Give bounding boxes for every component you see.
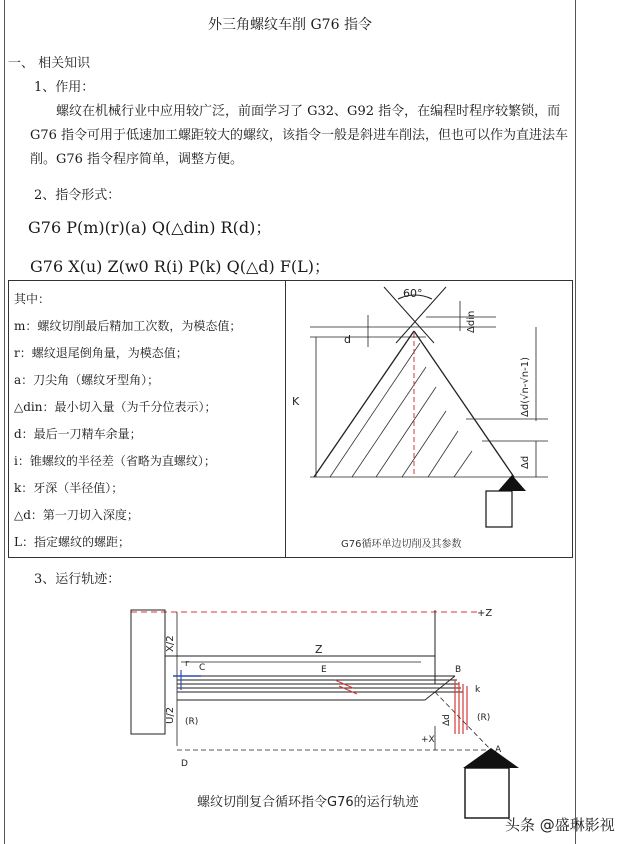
- u2-label: U/2: [165, 706, 176, 724]
- section-heading: 一、 相关知识: [8, 56, 91, 71]
- subheading-purpose: 1、作用：: [34, 80, 95, 95]
- delta-d-label: Δd: [520, 455, 531, 469]
- r-label: r: [185, 659, 189, 669]
- d-label: d: [344, 333, 351, 346]
- def-a: a：刀尖角（螺纹牙型角）；: [14, 373, 160, 387]
- def-intro: 其中：: [14, 292, 51, 306]
- r-marker-left: (R): [185, 717, 199, 727]
- def-delta-d: △d：第一刀切入深度；: [14, 508, 139, 522]
- command-format-line-1: G76 P(m)(r)(a) Q(△din) R(d)；: [28, 218, 272, 237]
- subheading-trajectory: 3、运行轨迹：: [34, 572, 121, 587]
- command-format-line-2: G76 X(u) Z(w0 R(i) P(k) Q(△d) F(L)；: [30, 257, 331, 276]
- def-l: L：指定螺纹的螺距；: [14, 535, 130, 549]
- left-border: [4, 0, 5, 844]
- def-m: m：螺纹切削最后精加工次数，为模态值；: [14, 319, 242, 333]
- def-delta-din: △din：最小切入量（为千分位表示）；: [14, 400, 217, 414]
- c-label: C: [199, 663, 206, 673]
- a-label: A: [495, 745, 502, 755]
- def-i: i：锥螺纹的半径差（省略为直螺纹）；: [14, 454, 216, 468]
- k-label: K: [292, 395, 300, 408]
- watermark: 头条 @盛琳影视: [505, 816, 615, 834]
- d-point-label: D: [181, 759, 188, 769]
- x2-label: X/2: [165, 635, 176, 652]
- formula-label: Δd(√n-√n-1): [520, 357, 531, 417]
- r-marker-right: (R): [477, 713, 491, 723]
- def-r: r：螺纹退尾倒角量，为模态值；: [14, 346, 188, 360]
- subheading-format: 2、指令形式：: [34, 188, 121, 203]
- plus-x-label: +X: [421, 735, 435, 745]
- thread-profile-diagram: [286, 281, 571, 556]
- b-label: B: [455, 665, 462, 675]
- delta-din-label: Δdin: [466, 310, 477, 333]
- right-border: [575, 0, 576, 844]
- trajectory-diagram: [125, 596, 525, 826]
- k-dim-label: k: [475, 685, 481, 695]
- delta-d-dim-label: Δd: [442, 714, 452, 726]
- def-k: k：牙深（半径值）；: [14, 481, 124, 495]
- plus-z-label: +Z: [477, 608, 493, 619]
- purpose-paragraph: 螺纹在机械行业中应用较广泛，前面学习了 G32、G92 指令，在编程时程序较繁锁，而 G76 指令可用于低速加工螺距较大的螺纹，该指令一般是斜进车削法，但也可以作为直进法车削。G76 指令程序简单，调整方便。: [30, 104, 569, 167]
- profile-caption: G76循环单边切削及其参数: [341, 539, 462, 550]
- z-label: Z: [315, 643, 323, 656]
- def-d: d：最后一刀精车余量；: [14, 427, 142, 441]
- trajectory-caption: 螺纹切削复合循环指令G76的运行轨迹: [197, 795, 419, 810]
- angle-label: 60°: [403, 287, 423, 300]
- doc-title: 外三角螺纹车削 G76 指令: [208, 17, 372, 33]
- e-label: E: [321, 665, 327, 675]
